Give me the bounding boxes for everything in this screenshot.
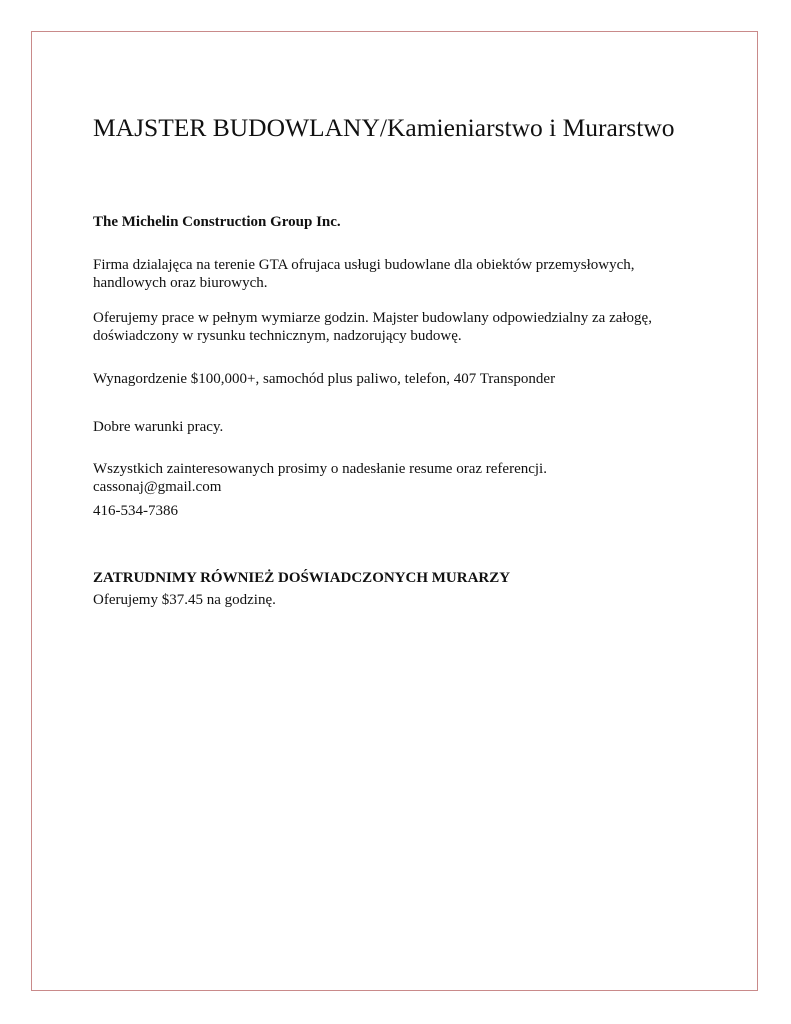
firm-description-line-2: handlowych oraz biurowych. — [93, 275, 268, 291]
company-name: The Michelin Construction Group Inc. — [93, 214, 341, 230]
contact-email: cassonaj@gmail.com — [93, 479, 222, 495]
work-conditions: Dobre warunki pracy. — [93, 419, 224, 435]
contact-instructions: Wszystkich zainteresowanych prosimy o nadesłanie resume oraz referencji. — [93, 461, 547, 477]
hourly-rate: Oferujemy $37.45 na godzinę. — [93, 592, 276, 608]
firm-description-line-1: Firma dzialajęca na terenie GTA ofrujaca usługi budowlane dla obiektów przemysłowych, — [93, 257, 635, 273]
job-offer-line-1: Oferujemy prace w pełnym wymiarze godzin. Majster budowlany odpowiedzialny za załogę, — [93, 310, 652, 326]
job-offer — [93, 309, 652, 345]
firm-description — [93, 256, 635, 292]
hiring-heading: ZATRUDNIMY RÓWNIEŻ DOŚWIADCZONYCH MURARZY — [93, 570, 511, 586]
contact-phone: 416-534-7386 — [93, 503, 178, 519]
contact-info — [93, 460, 547, 496]
salary-info: Wynagordzenie $100,000+, samochód plus paliwo, telefon, 407 Transponder — [93, 371, 556, 387]
document-title: MAJSTER BUDOWLANY/Kamieniarstwo i Murarstwo — [93, 113, 675, 142]
job-offer-line-2: doświadczony w rysunku technicznym, nadzorujący budowę. — [93, 328, 462, 344]
